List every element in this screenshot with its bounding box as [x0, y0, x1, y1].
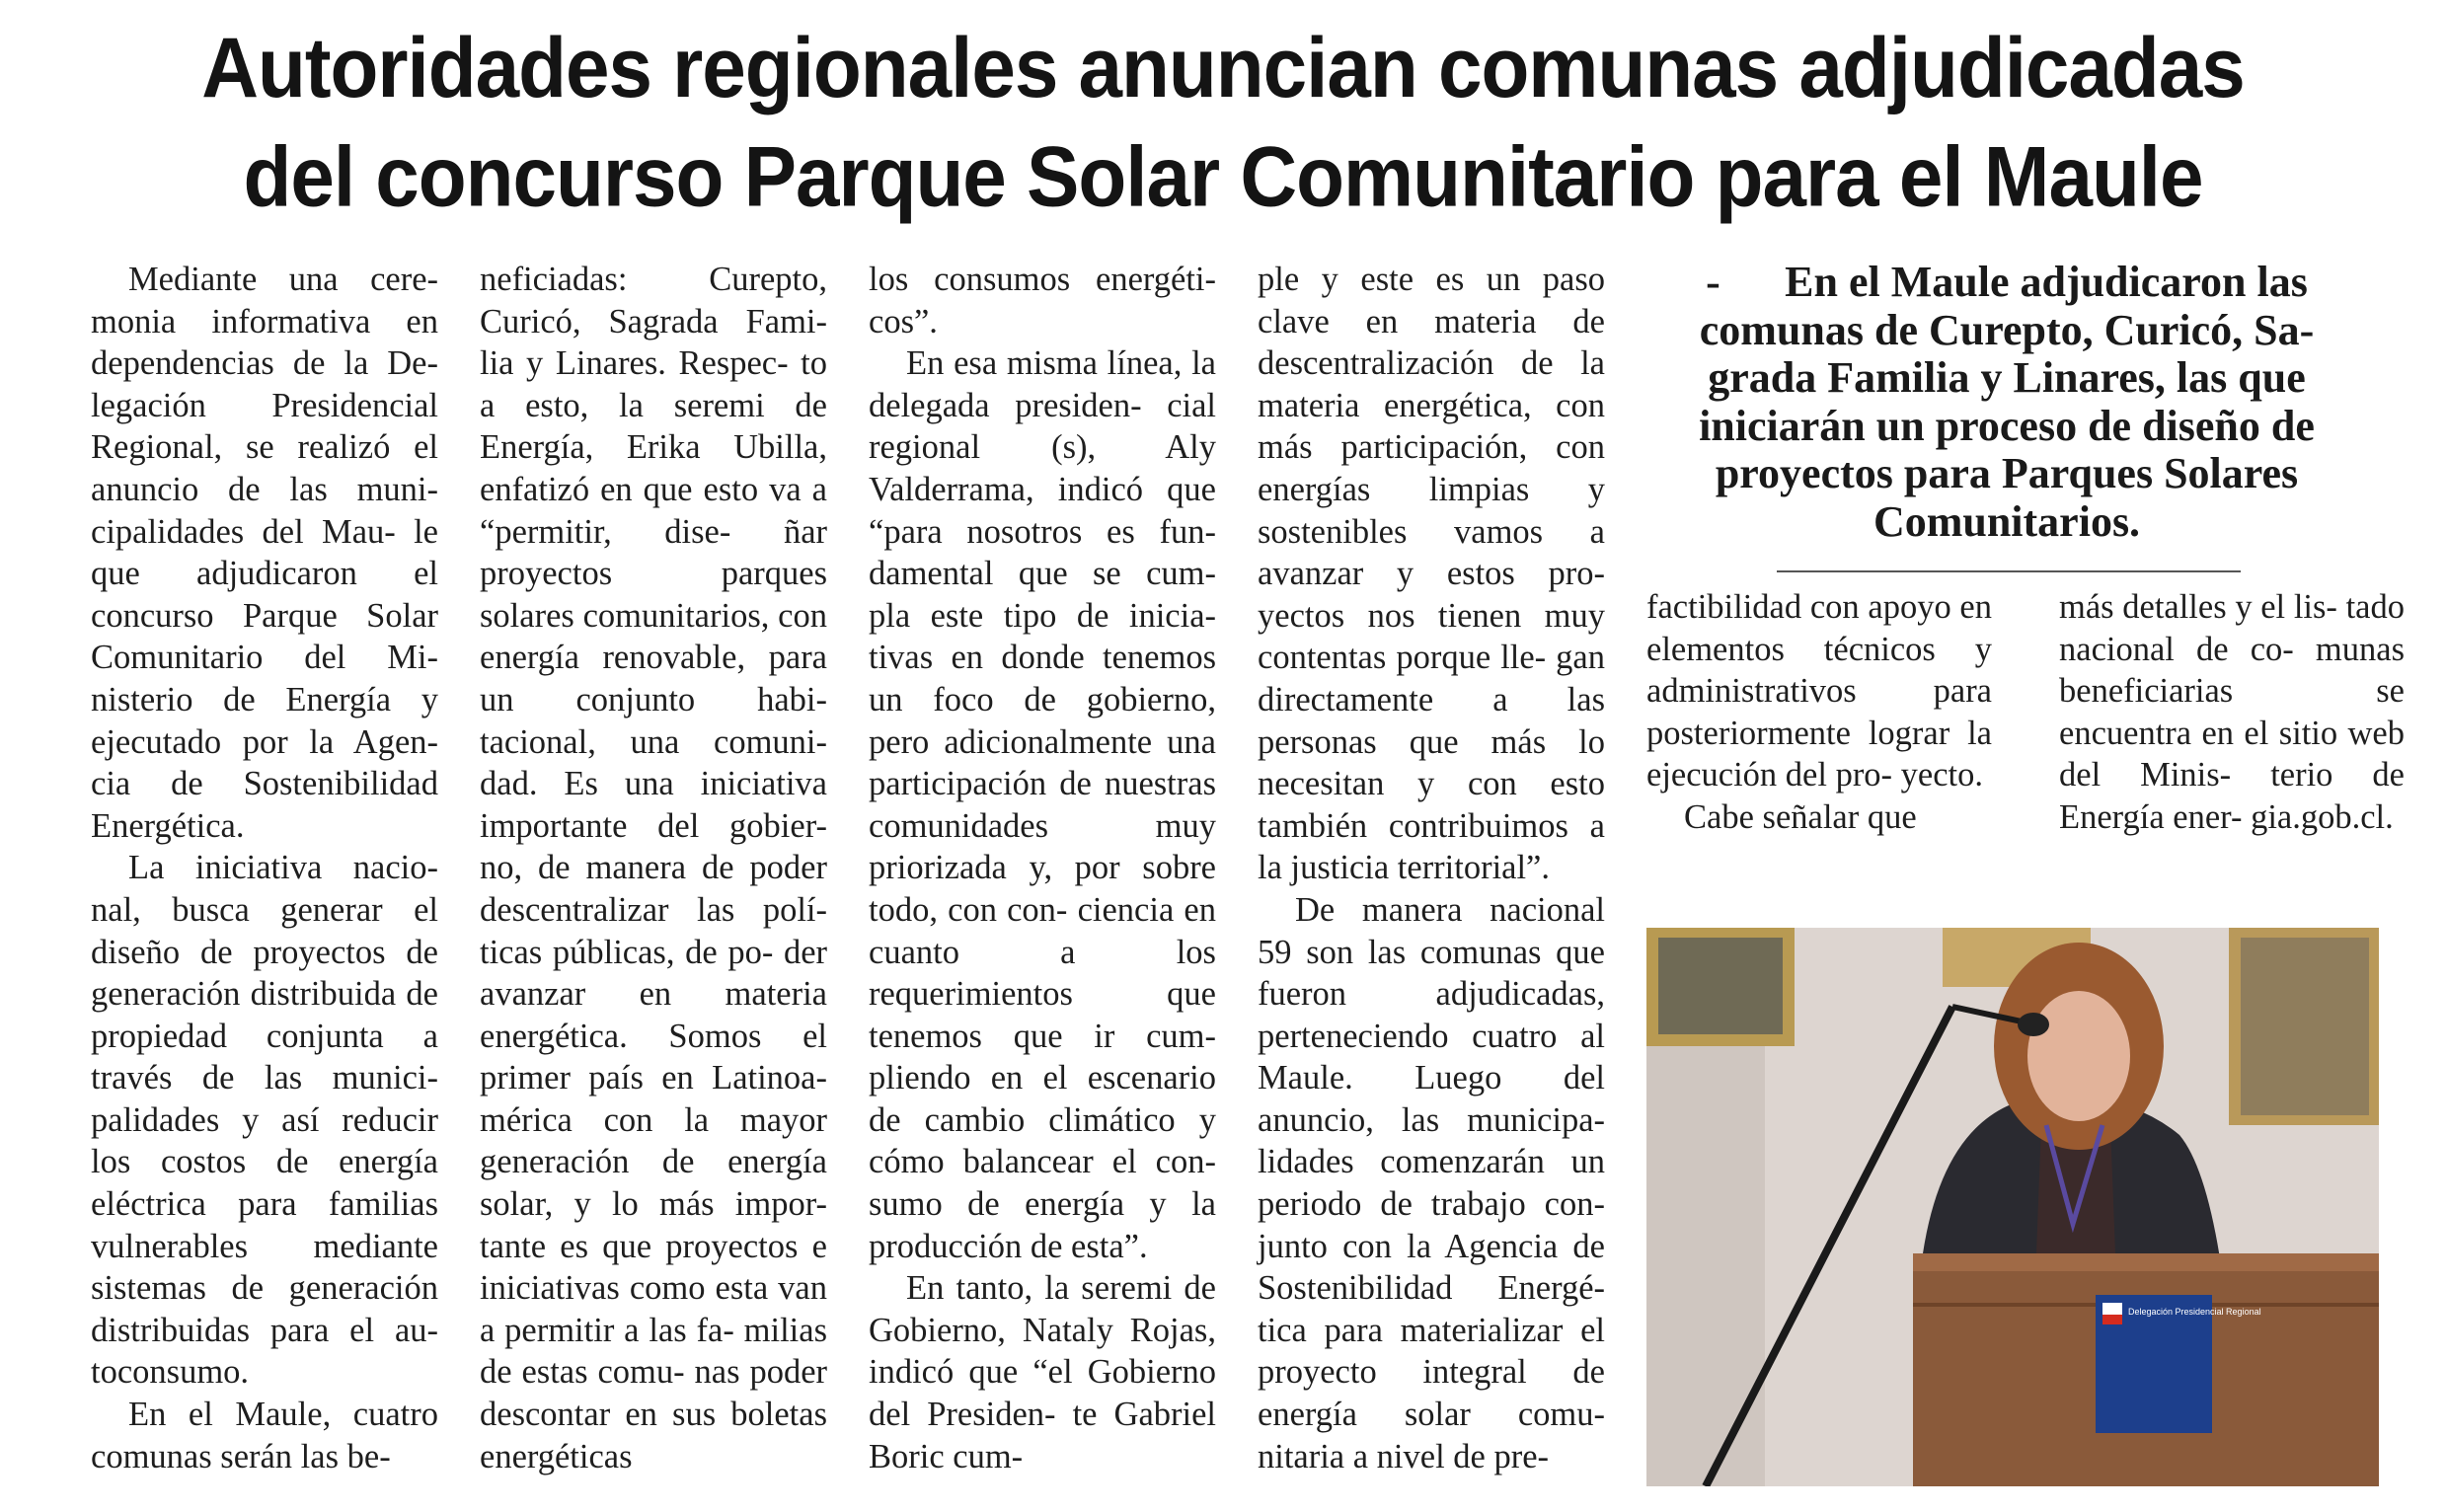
- podium-sign-text: Delegación Presidencial Regional: [2128, 1307, 2261, 1317]
- paragraph: Cabe señalar que: [1684, 797, 1917, 836]
- paragraph: Mediante una cere- monia informativa en dependencias de la De- legación Presidencial Regional, se realizó el anuncio de las muni- cipalidades del Mau- le que adjudicaron el concurso Parque Solar Comunitario del Mi- nisterio de Energía y ejecutado por la Agen- cia de Sostenibilidad Energética.: [91, 261, 438, 845]
- pull-quote-dash: -: [1706, 258, 1720, 306]
- paragraph: En tanto, la seremi de Gobierno, Nataly Rojas, indicó que “el Gobierno del Presiden- te Gabriel Boric cum-: [869, 1269, 1216, 1475]
- article-column-3: [869, 259, 1216, 1477]
- headline-line-2: del concurso Parque Solar Comunitario para el Maule: [243, 128, 2203, 224]
- paragraph: neficiadas: Curepto, Curicó, Sagrada Fami- lia y Linares. Respec- to a esto, la seremi de Energía, Erika Ubilla, enfatizó en que esto va a “permitir, dise- ñar proyectos parques solares comunitarios, con energía renovable, para un conjunto habi- tacional, una comuni- dad. Es una iniciativa importante del gobier- no, de manera de poder descentralizar las polí- ticas públicas, de po- der avanzar en materia energética. Somos el primer país en Latinoa- mérica con la mayor generación de energía solar, y lo más impor- tante es que proyectos e iniciativas como esta van a permitir a las fa- milias de estas comu- nas poder descontar en sus boletas energéticas: [480, 261, 827, 1475]
- pull-quote: [1646, 259, 2367, 546]
- paragraph: ple y este es un paso clave en materia de descentralización de la materia energética, con más participación, con energías limpias y sostenibles vamos a avanzar y estos pro- yectos nos tienen muy contentas porque lle- gan directamente a las personas que más lo necesitan y con esto también contribuimos a la justicia territorial”.: [1258, 261, 1605, 887]
- speaker-face: [2027, 991, 2130, 1121]
- microphone-icon: [2018, 1013, 2049, 1036]
- article-column-6: [2059, 586, 2405, 839]
- paragraph: más detalles y el lis- tado nacional de co- munas beneficiarias se encuentra en el sitio web del Minis- terio de Energía ener- gia.gob.cl.: [2059, 588, 2405, 836]
- speaker-at-podium-illustration: [1646, 928, 2379, 1486]
- paragraph: los consumos energéti- cos”.: [869, 261, 1216, 340]
- paragraph: De manera nacional 59 son las comunas que fueron adjudicadas, perteneciendo cuatro al Maule. Luego del anuncio, las municipa- lidades comenzarán un periodo de trabajo con- junto con la Agencia de Sostenibilidad Energé- tica para materializar el proyecto integral de energía solar comu- nitaria a nivel de pre-: [1258, 890, 1605, 1475]
- headline-line-1: Autoridades regionales anuncian comunas adjudicadas: [201, 20, 2245, 115]
- article-column-5: [1646, 586, 1992, 839]
- article-column-1: [91, 259, 438, 1477]
- article-column-2: [480, 259, 827, 1477]
- headline: [39, 14, 2407, 231]
- article-photo: [1646, 928, 2379, 1486]
- pull-quote-text: En el Maule adjudicaron las comunas de Curepto, Curicó, Sa- grada Familia y Linares, las que iniciarán un proceso de diseño de proyectos para Parques Solares Comunitarios.: [1699, 258, 2315, 546]
- paragraph: La iniciativa nacio- nal, busca generar el diseño de proyectos de generación distribuida de propiedad conjunta a través de las munici- palidades y así reducir los costos de energía eléctrica para familias vulnerables mediante sistemas de generación distribuidas para el au- toconsumo.: [91, 849, 438, 1392]
- pull-quote-divider: [1777, 570, 2241, 572]
- article-column-4: [1258, 259, 1605, 1477]
- paragraph: factibilidad con apoyo en elementos técnicos y administrativos para posteriormente lograr la ejecución del pro- yecto.: [1646, 588, 1992, 794]
- paragraph: En el Maule, cuatro comunas serán las be-: [91, 1396, 438, 1475]
- paragraph: En esa misma línea, la delegada presiden- cial regional (s), Aly Valderrama, indicó que “para nosotros es fun- damental que se cum- pla este tipo de inicia- tivas en donde tenemos un foco de gobierno, pero adicionalmente una participación de nuestras comunidades muy priorizada y, por sobre todo, con con- ciencia en cuanto a los requerimientos que tenemos que ir cum- pliendo en el escenario de cambio climático y cómo balancear el con- sumo de energía y la producción de esta”.: [869, 344, 1216, 1265]
